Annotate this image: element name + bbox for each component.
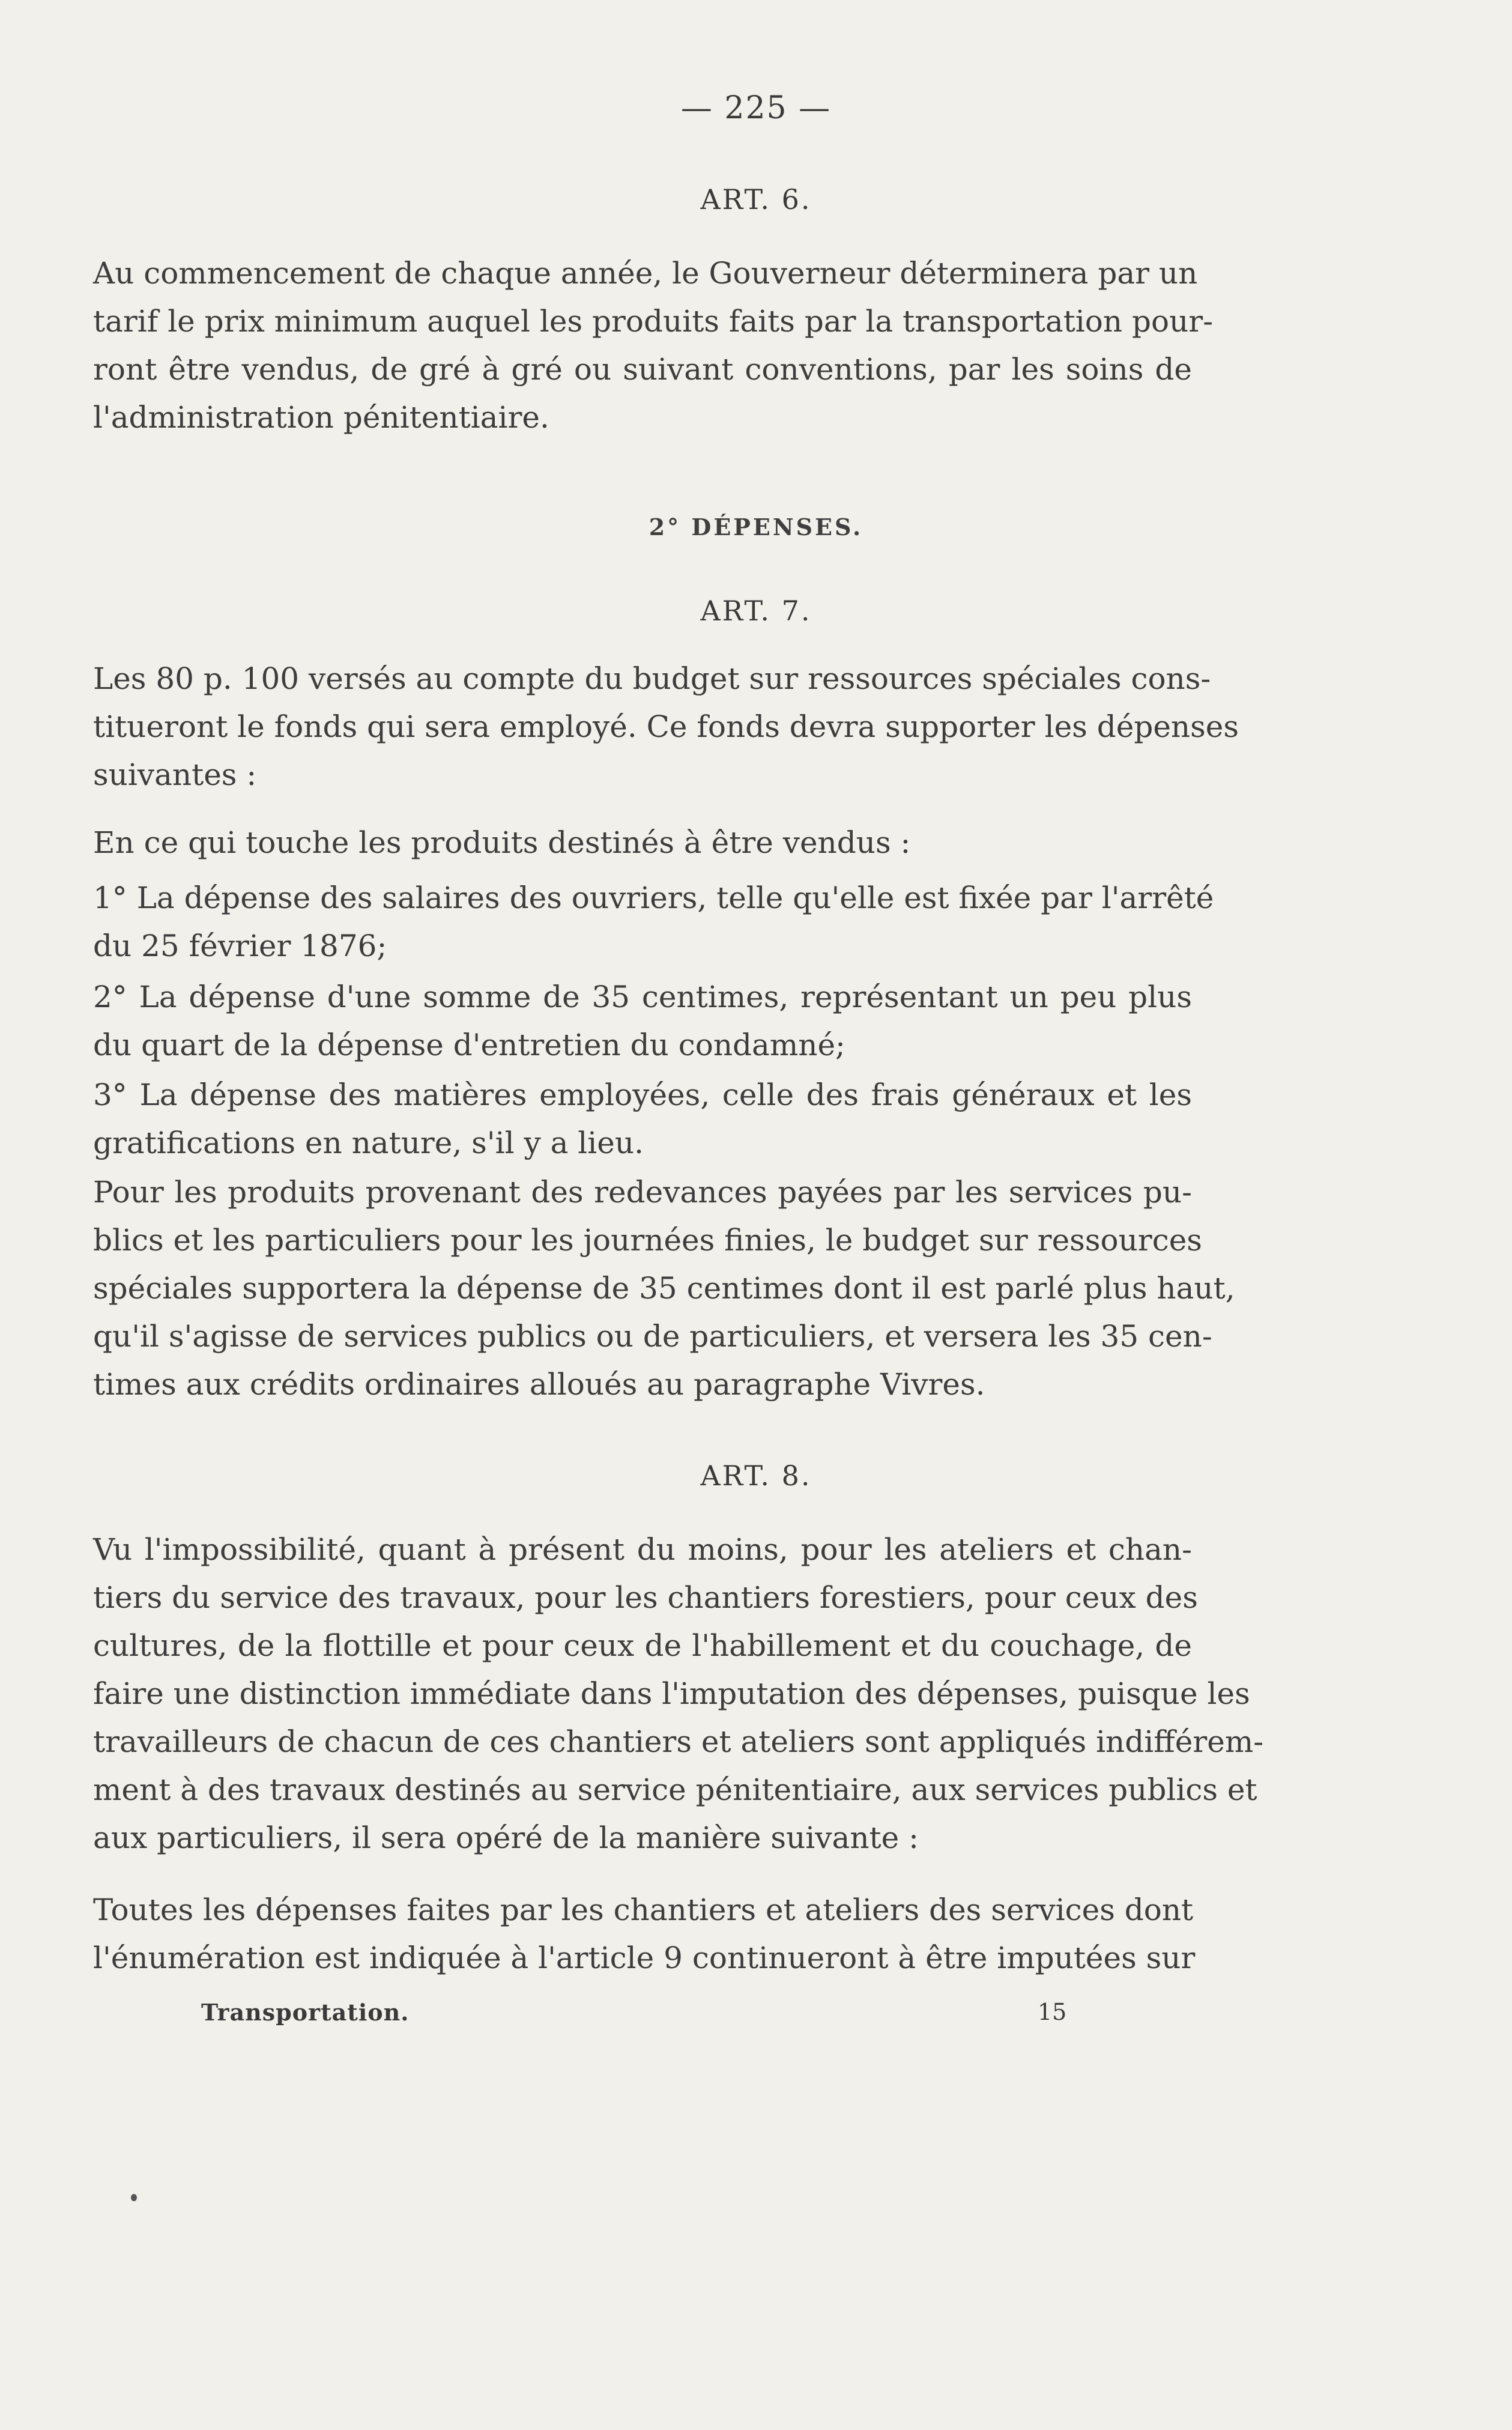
article-7-paragraph-1: [93, 655, 1239, 799]
text-line: spéciales supportera la dépense de 35 centimes dont il est parlé plus haut,: [93, 1271, 1235, 1306]
text-line: ment à des travaux destinés au service pénitentiaire, aux services publics et: [93, 1772, 1257, 1807]
text-line: l'administration pénitentiaire.: [93, 400, 549, 435]
page-number: — 225 —: [680, 90, 832, 126]
ink-speck: [131, 2194, 137, 2201]
text-line: Pour les produits provenant des redevances payées par les services pu-: [93, 1175, 1192, 1210]
text-line: suivantes :: [93, 757, 257, 792]
text-line: Les 80 p. 100 versés au compte du budget sur ressources spéciales cons-: [93, 661, 1211, 696]
article-8-paragraph-2: [93, 1886, 1196, 1982]
text-line: qu'il s'agisse de services publics ou de particuliers, et versera les 35 cen-: [93, 1319, 1212, 1354]
article-8-heading: ART. 8.: [700, 1459, 812, 1492]
article-7-paragraph-6: [93, 1168, 1235, 1408]
text-line: travailleurs de chacun de ces chantiers et ateliers sont appliqués indifférem-: [93, 1724, 1264, 1759]
article-6-heading: ART. 6.: [700, 183, 812, 216]
text-line: faire une distinction immédiate dans l'imputation des dépenses, puisque les: [93, 1676, 1250, 1711]
article-7-paragraph-3: [93, 874, 1214, 970]
article-6-paragraph: [93, 249, 1214, 441]
text-line: times aux crédits ordinaires alloués au paragraphe Vivres.: [93, 1367, 985, 1402]
text-line: l'énumération est indiquée à l'article 9 continueront à être imputées sur: [93, 1941, 1196, 1975]
text-line: tarif le prix minimum auquel les produits faits par la transportation pour-: [93, 304, 1214, 339]
text-line: Toutes les dépenses faites par les chantiers et ateliers des services dont: [93, 1892, 1194, 1927]
article-7-paragraph-4: [93, 973, 1192, 1069]
footer-signature-title: Transportation.: [201, 1999, 410, 2026]
article-8-paragraph-1: [93, 1526, 1264, 1862]
text-line: cultures, de la flottille et pour ceux de l'habillement et du couchage, de: [93, 1628, 1192, 1663]
text-line: titueront le fonds qui sera employé. Ce fonds devra supporter les dépenses: [93, 709, 1239, 744]
article-7-paragraph-2: [93, 819, 1192, 867]
text-line: 1° La dépense des salaires des ouvriers, telle qu'elle est fixée par l'arrêté: [93, 880, 1214, 915]
text-line: 3° La dépense des matières employées, celle des frais généraux et les: [93, 1077, 1192, 1112]
section-heading-depenses: 2° DÉPENSES.: [649, 514, 863, 541]
text-line: gratifications en nature, s'il y a lieu.: [93, 1126, 644, 1160]
text-line: du 25 février 1876;: [93, 929, 387, 963]
text-line: En ce qui touche les produits destinés à être vendus :: [93, 825, 911, 860]
text-line: Vu l'impossibilité, quant à présent du moins, pour les ateliers et chan-: [93, 1532, 1192, 1567]
text-line: Au commencement de chaque année, le Gouverneur déterminera par un: [93, 256, 1198, 291]
text-line: blics et les particuliers pour les journées finies, le budget sur ressources: [93, 1223, 1202, 1258]
text-line: tiers du service des travaux, pour les chantiers forestiers, pour ceux des: [93, 1580, 1198, 1615]
footer-signature-number: 15: [1038, 1999, 1067, 2025]
text-line: aux particuliers, il sera opéré de la manière suivante :: [93, 1820, 919, 1855]
article-7-heading: ART. 7.: [700, 595, 812, 627]
text-line: 2° La dépense d'une somme de 35 centimes, représentant un peu plus: [93, 980, 1192, 1014]
text-line: du quart de la dépense d'entretien du condamné;: [93, 1028, 845, 1062]
article-7-paragraph-5: [93, 1071, 1192, 1167]
text-line: ront être vendus, de gré à gré ou suivant conventions, par les soins de: [93, 352, 1192, 387]
